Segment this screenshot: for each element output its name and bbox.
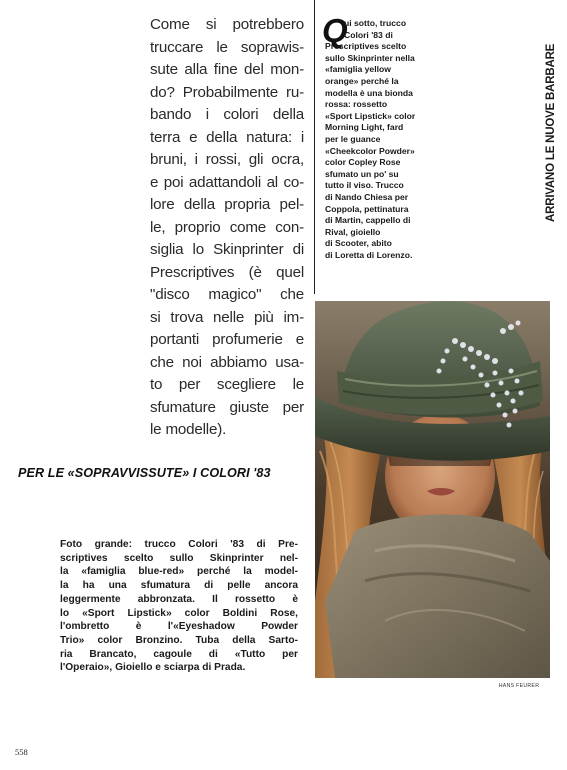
intro-line: le, proprio come con- xyxy=(150,218,304,236)
fashion-photo xyxy=(315,301,550,678)
caption-big xyxy=(60,538,298,675)
caption-line: sullo Skinprinter nella xyxy=(325,52,415,63)
caption-line: Prescriptives scelto xyxy=(325,41,407,52)
caption-line: lo «Sport Lipstick» color Boldini Rose, xyxy=(60,607,298,619)
photo-illustration xyxy=(315,301,550,678)
caption-line: di Loretta di Lorenzo. xyxy=(325,249,413,260)
intro-line: do? Probabilmente ru- xyxy=(150,83,304,101)
drop-cap: Q xyxy=(322,12,348,49)
photo-credit: HANS FEURER xyxy=(498,683,540,689)
caption-line: l'ombretto è l'«Eyeshadow Powder xyxy=(60,621,298,633)
intro-line: bando i colori della xyxy=(150,106,304,123)
intro-line: Prescriptives (è quel xyxy=(150,263,304,281)
intro-line: e poi adattandoli al co- xyxy=(150,173,304,191)
caption-line: orange» perché la xyxy=(325,75,399,86)
vertical-header-text: ARRIVANO LE NUOVE BARBARE xyxy=(545,43,557,222)
caption-line: sfumato un po' su xyxy=(325,168,399,179)
intro-line: truccare le soprawis- xyxy=(150,38,304,56)
caption-line: leggermente abbronzata. Il rossetto è xyxy=(60,593,298,605)
caption-line: tutto il viso. Trucco xyxy=(325,180,404,191)
intro-line: portanti profumerie e xyxy=(150,331,304,348)
column-divider xyxy=(314,0,315,294)
caption-line: di Scooter, abito xyxy=(325,238,392,249)
caption-line: di Nando Chiesa per xyxy=(325,191,409,202)
intro-line: to per scegliere le xyxy=(150,376,304,393)
caption-line: l'Operaio», Gioiello e sciarpa di Prada. xyxy=(60,662,246,674)
caption-line: la «famiglia blue-red» perché la model- xyxy=(60,566,298,578)
intro-line: bruni, i rossi, gli ocra, xyxy=(150,151,304,168)
caption-line: ria Brancato, cagoule di «Tutto per xyxy=(60,648,298,660)
caption-line: per le guance xyxy=(325,133,381,144)
caption-top xyxy=(325,18,423,261)
caption-line: Colori '83 di xyxy=(344,29,393,40)
intro-line: lore della propria pel- xyxy=(150,196,304,213)
intro-line: si trova nelle più im- xyxy=(150,308,304,326)
caption-line: color Copley Rose xyxy=(325,157,401,168)
intro-line: Come si potrebbero xyxy=(150,16,304,33)
caption-line: Morning Light, fard xyxy=(325,122,404,133)
caption-line: «Cheekcolor Powder» xyxy=(325,145,415,156)
caption-line: modella è una bionda xyxy=(325,87,413,98)
caption-line: scriptives scelto sullo Skinprinter nel- xyxy=(60,552,298,564)
intro-line: terra e della natura: i xyxy=(150,128,304,146)
intro-paragraph xyxy=(150,14,304,442)
page-number: 558 xyxy=(15,747,28,757)
caption-line: «famiglia yellow xyxy=(325,64,391,75)
caption-line: la ha una sfumatura di pelle ancora xyxy=(60,580,298,592)
caption-line: ui sotto, trucco xyxy=(344,18,407,28)
caption-line: Coppola, pettinatura xyxy=(325,203,409,214)
intro-line: le modelle). xyxy=(150,421,227,438)
caption-line: Rival, gioiello xyxy=(325,226,381,237)
caption-line: rossa: rossetto xyxy=(325,99,388,110)
intro-line: sute alla fine del mon- xyxy=(150,61,304,78)
caption-line: «Sport Lipstick» color xyxy=(325,110,416,121)
intro-line: che noi abbiamo usa- xyxy=(150,353,304,371)
caption-line: Foto grande: trucco Colori '83 di Pre- xyxy=(60,539,298,550)
intro-line: sfumature giuste per xyxy=(150,398,304,416)
caption-line: Trio» color Bronzino. Tuba della Sarto- xyxy=(60,634,298,646)
intro-line: "disco magico" che xyxy=(150,286,304,303)
intro-line: siglia lo Skinprinter di xyxy=(150,241,304,258)
caption-line: di Martin, cappello di xyxy=(325,215,411,226)
section-heading: PER LE «SOPRAVVISSUTE» I COLORI '83 xyxy=(18,466,271,480)
